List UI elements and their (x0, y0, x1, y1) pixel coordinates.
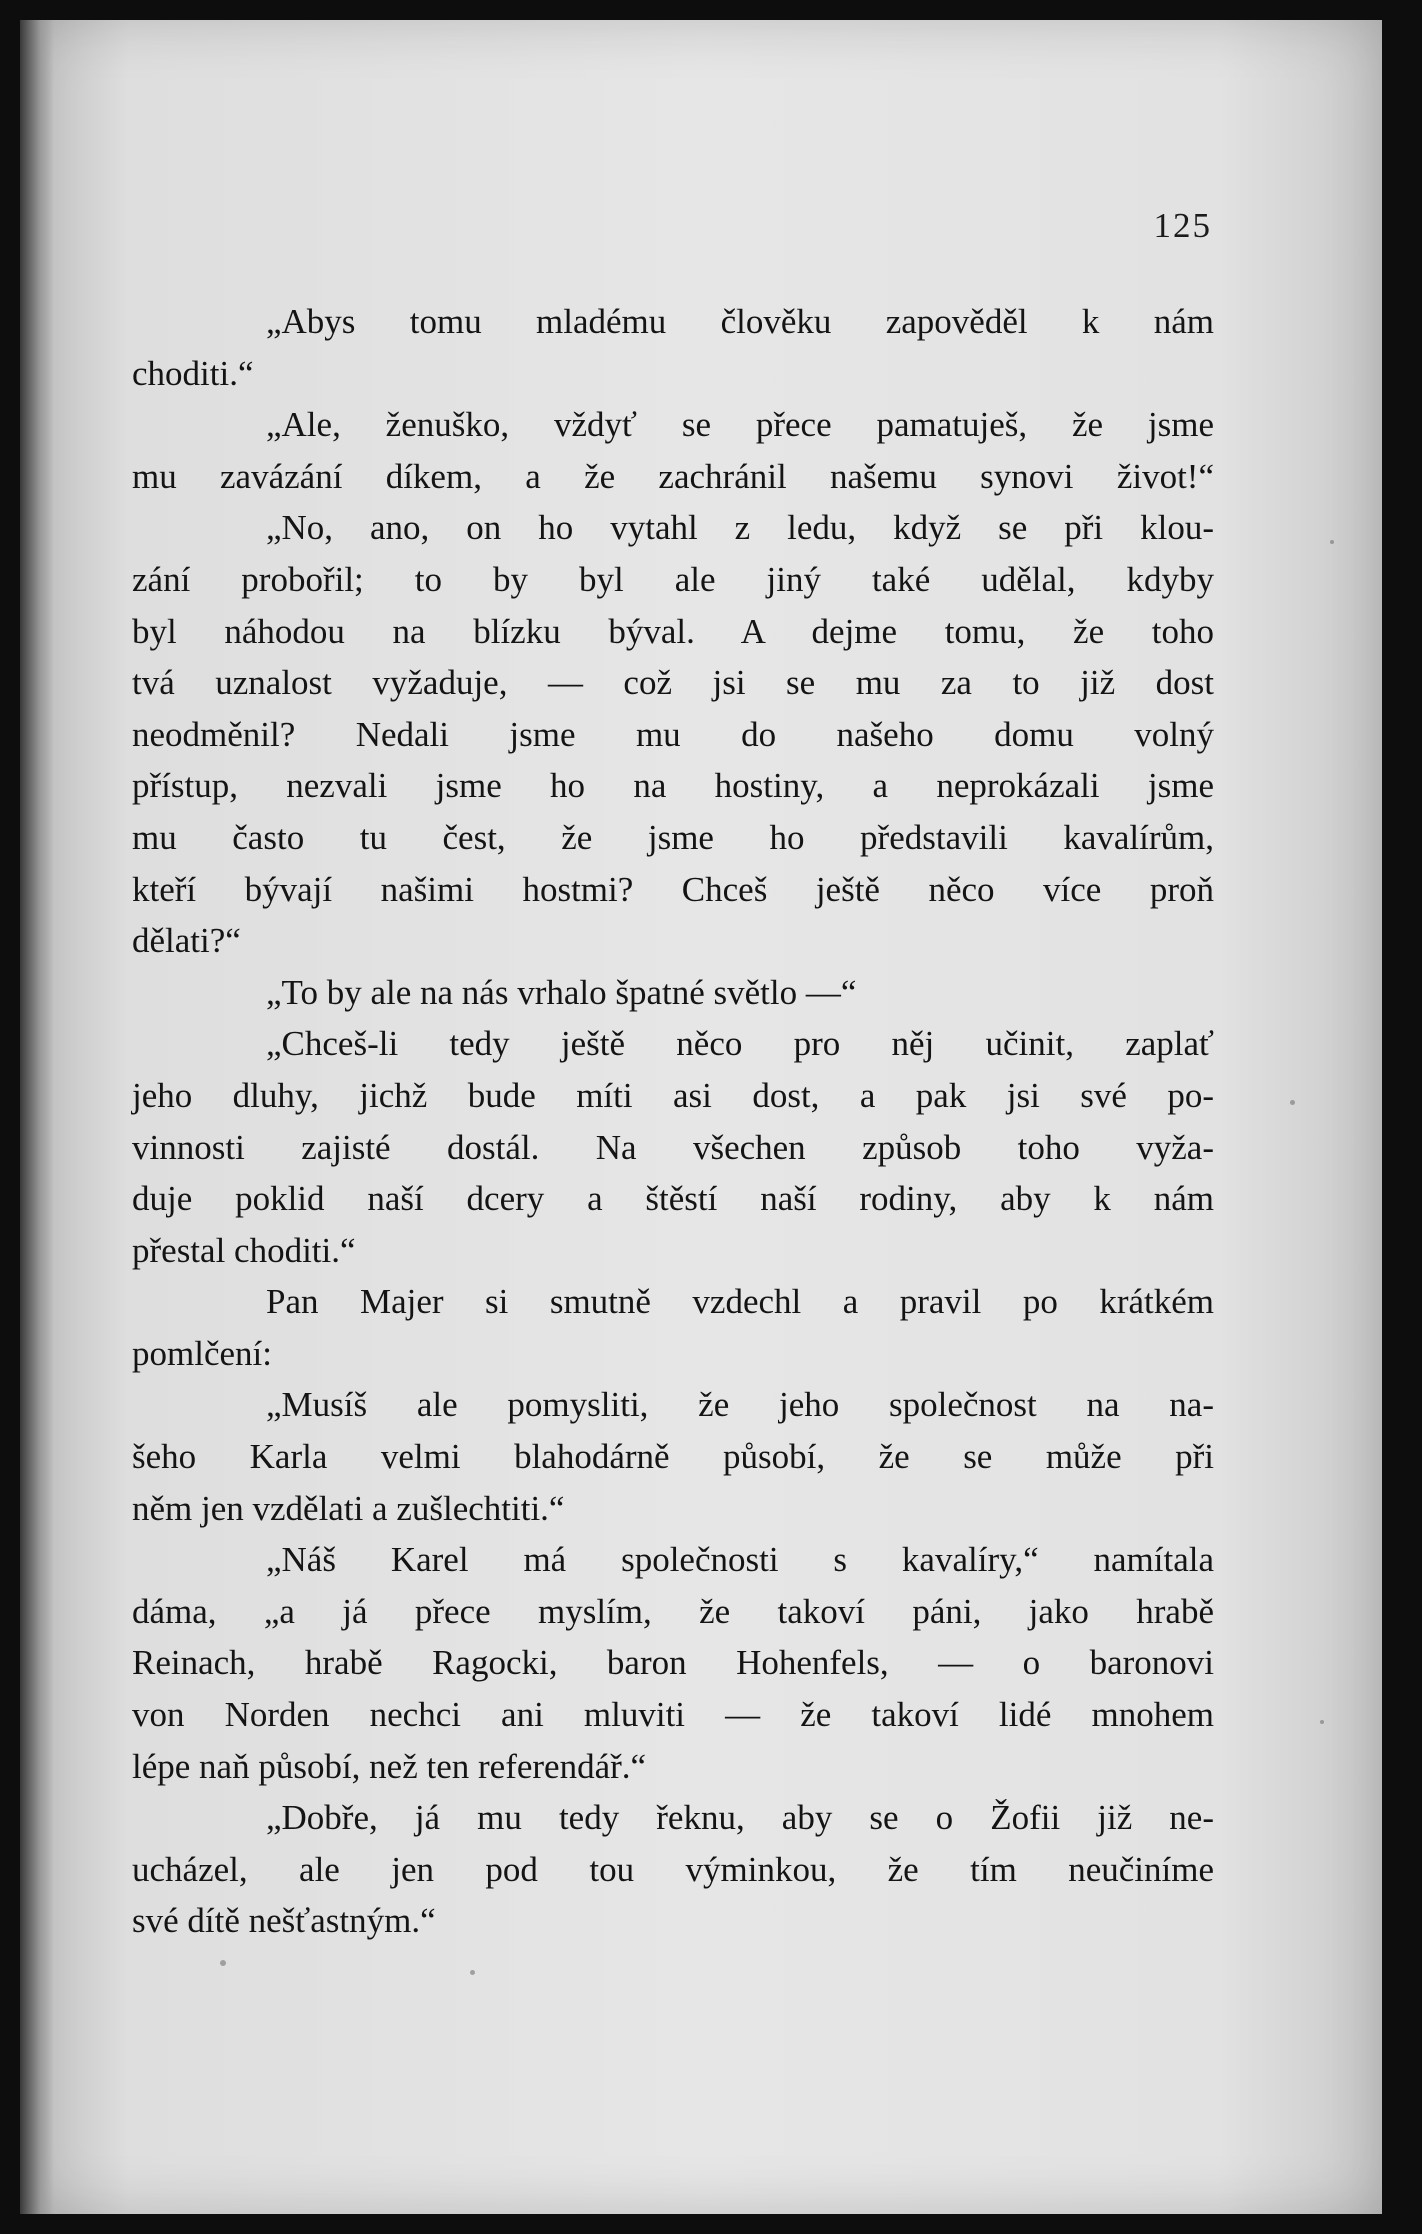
text-line: „Abys tomu mladému člověku zapověděl k nám (266, 302, 1214, 341)
text-line: tvá uznalost vyžaduje, — což jsi se mu za to již dost (132, 663, 1214, 703)
text-line: něm jen vzdělati a zušlechtiti.“ (132, 1488, 565, 1528)
text-line: mu zavázání díkem, a že zachránil našemu synovi život!“ (132, 456, 1214, 496)
text-line: dáma, „a já přece myslím, že takoví páni, jako hrabě (132, 1591, 1214, 1631)
page-spine-shadow (20, 20, 54, 2214)
text-line: ucházel, ale jen pod tou výminkou, že tím neučiníme (132, 1849, 1214, 1889)
print-speck (470, 1970, 475, 1975)
text-line: „Ale, ženuško, vždyť se přece pamatuješ, že jsme (266, 405, 1214, 445)
print-speck (1290, 1100, 1295, 1105)
text-line: „Dobře, já mu tedy řeknu, aby se o Žofii již ne- (266, 1798, 1214, 1838)
text-line: duje poklid naší dcery a štěstí naší rodiny, aby k nám (132, 1179, 1214, 1219)
text-line: kteří bývají našimi hostmi? Chceš ještě něco více proň (132, 869, 1214, 909)
text-line: „Chceš-li tedy ještě něco pro něj učinit, zaplať (266, 1024, 1214, 1064)
text-line: vinnosti zajisté dostál. Na všechen způsob toho vyža- (132, 1127, 1214, 1167)
text-line: zání probořil; to by byl ale jiný také udělal, kdyby (132, 559, 1214, 599)
text-line: Reinach, hrabě Ragocki, baron Hohenfels, — o baronovi (132, 1643, 1214, 1683)
text-line: Pan Majer si smutně vzdechl a pravil po krátkém (266, 1282, 1214, 1322)
text-line: mu často tu čest, že jsme ho představili kavalírům, (132, 817, 1214, 857)
text-line: „Musíš ale pomysliti, že jeho společnost na na- (266, 1385, 1214, 1425)
text-line: „No, ano, on ho vytahl z ledu, když se při klou- (266, 508, 1214, 548)
text-line: přestal choditi.“ (132, 1230, 356, 1270)
text-line: choditi.“ (132, 353, 254, 393)
text-line: byl náhodou na blízku býval. A dejme tomu, že toho (132, 611, 1214, 651)
text-line: šeho Karla velmi blahodárně působí, že se může při (132, 1437, 1214, 1477)
text-line: pomlčení: (132, 1333, 272, 1373)
text-line: své dítě nešťastným.“ (132, 1901, 436, 1941)
text-line: „To by ale na nás vrhalo špatné světlo —“ (266, 972, 857, 1012)
text-line: „Náš Karel má společnosti s kavalíry,“ namítala (266, 1540, 1214, 1580)
text-line: von Norden nechci ani mluviti — že takoví lidé mnohem (132, 1695, 1214, 1735)
text-line: neodměnil? Nedali jsme mu do našeho domu volný (132, 714, 1214, 754)
text-line: přístup, nezvali jsme ho na hostiny, a neprokázali jsme (132, 766, 1214, 806)
print-speck (1330, 540, 1334, 544)
print-speck (220, 1960, 226, 1966)
print-speck (1320, 1720, 1324, 1724)
text-line: jeho dluhy, jichž bude míti asi dost, a pak jsi své po- (132, 1075, 1214, 1115)
body-text (132, 296, 1214, 1947)
page-number: 125 (1153, 206, 1212, 245)
book-page (20, 20, 1382, 2214)
text-line: dělati?“ (132, 921, 241, 961)
text-line: lépe naň působí, než ten referendář.“ (132, 1746, 647, 1786)
